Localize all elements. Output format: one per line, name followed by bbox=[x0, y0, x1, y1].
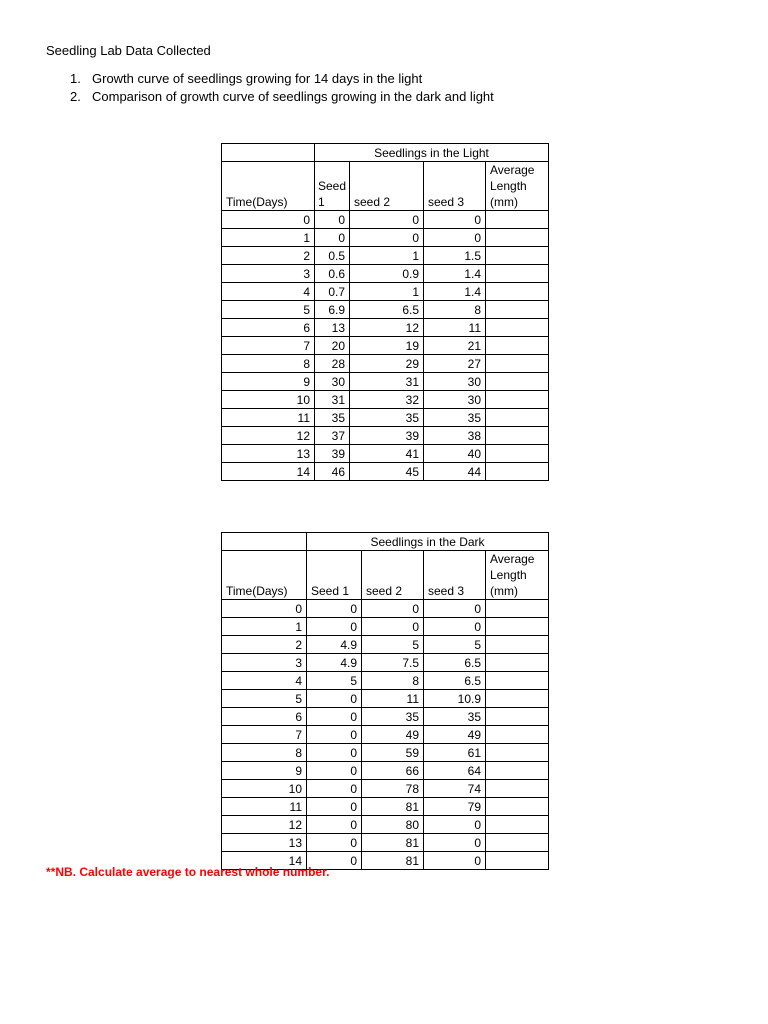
table-cell: 0 bbox=[315, 211, 350, 229]
table-cell: 11 bbox=[222, 798, 307, 816]
table-cell: 2 bbox=[222, 247, 315, 265]
table-cell bbox=[486, 463, 549, 481]
table-cell: 28 bbox=[315, 355, 350, 373]
objective-number: 2. bbox=[70, 89, 81, 104]
table-cell: 3 bbox=[222, 265, 315, 283]
table-cell: 4 bbox=[222, 283, 315, 301]
objective-text: Growth curve of seedlings growing for 14 days in the light bbox=[92, 71, 423, 86]
table-cell: 0.5 bbox=[315, 247, 350, 265]
table-cell: 5 bbox=[222, 301, 315, 319]
table-cell: 3 bbox=[222, 654, 307, 672]
table-row bbox=[222, 690, 549, 708]
table-cell: 9 bbox=[222, 762, 307, 780]
table-cell: 0 bbox=[307, 744, 362, 762]
table-row bbox=[222, 762, 549, 780]
table-cell bbox=[486, 373, 549, 391]
table-cell: 39 bbox=[315, 445, 350, 463]
table-cell bbox=[486, 618, 549, 636]
table-cell: 0 bbox=[424, 229, 486, 247]
table-cell: 0 bbox=[307, 798, 362, 816]
table-cell: 29 bbox=[350, 355, 424, 373]
table-cell: 0 bbox=[307, 780, 362, 798]
table-row bbox=[222, 744, 549, 762]
table-cell: 37 bbox=[315, 427, 350, 445]
table-cell: 10 bbox=[222, 780, 307, 798]
objectives-list bbox=[70, 70, 494, 106]
table-cell: 7.5 bbox=[362, 654, 424, 672]
table-row bbox=[222, 247, 549, 265]
table-cell: 0 bbox=[307, 600, 362, 618]
table-row bbox=[222, 355, 549, 373]
table-cell: 0 bbox=[424, 816, 486, 834]
table-cell: 13 bbox=[315, 319, 350, 337]
table-row bbox=[222, 319, 549, 337]
table-cell: 12 bbox=[222, 816, 307, 834]
light-table-body bbox=[222, 144, 549, 481]
table-cell: 79 bbox=[424, 798, 486, 816]
objective-item bbox=[70, 70, 494, 88]
table-cell: 35 bbox=[424, 409, 486, 427]
table-cell bbox=[486, 427, 549, 445]
table-cell: 0 bbox=[350, 211, 424, 229]
table-cell bbox=[486, 672, 549, 690]
table-row bbox=[222, 427, 549, 445]
table-cell: 6.5 bbox=[424, 672, 486, 690]
table-row bbox=[222, 337, 549, 355]
table-cell bbox=[486, 798, 549, 816]
table-cell: 12 bbox=[350, 319, 424, 337]
table-cell: 5 bbox=[307, 672, 362, 690]
table-row bbox=[222, 283, 549, 301]
table-cell: 74 bbox=[424, 780, 486, 798]
dark-table-body bbox=[222, 533, 549, 870]
table-cell bbox=[486, 247, 549, 265]
table-cell: 6.5 bbox=[350, 301, 424, 319]
table-cell: 0 bbox=[222, 211, 315, 229]
table-cell: 6.9 bbox=[315, 301, 350, 319]
table-cell: 41 bbox=[350, 445, 424, 463]
table-row bbox=[222, 816, 549, 834]
table-cell bbox=[486, 301, 549, 319]
header-average-length: Average Length (mm) bbox=[486, 551, 549, 600]
table-cell: 81 bbox=[362, 834, 424, 852]
header-seed-3: seed 3 bbox=[424, 551, 486, 600]
table-row bbox=[222, 636, 549, 654]
table-cell bbox=[486, 600, 549, 618]
dark-table bbox=[221, 532, 549, 870]
table-corner-cell bbox=[222, 144, 315, 162]
table-row bbox=[222, 672, 549, 690]
table-cell bbox=[486, 283, 549, 301]
table-cell: 6 bbox=[222, 319, 315, 337]
table-cell: 11 bbox=[424, 319, 486, 337]
table-row bbox=[222, 654, 549, 672]
table-cell: 46 bbox=[315, 463, 350, 481]
table-cell: 19 bbox=[350, 337, 424, 355]
table-cell: 0 bbox=[362, 618, 424, 636]
table-cell: 21 bbox=[424, 337, 486, 355]
table-row bbox=[222, 600, 549, 618]
table-cell: 66 bbox=[362, 762, 424, 780]
table-cell: 0 bbox=[307, 816, 362, 834]
table-cell: 7 bbox=[222, 337, 315, 355]
table-cell: 8 bbox=[424, 301, 486, 319]
table-cell: 10 bbox=[222, 391, 315, 409]
light-table bbox=[221, 143, 549, 481]
table-cell: 1.4 bbox=[424, 283, 486, 301]
table-cell bbox=[486, 834, 549, 852]
table-row bbox=[222, 445, 549, 463]
table-cell bbox=[486, 744, 549, 762]
header-seed-1: Seed 1 bbox=[315, 162, 350, 211]
table-cell: 1 bbox=[222, 618, 307, 636]
table-cell: 1.4 bbox=[424, 265, 486, 283]
table-row bbox=[222, 229, 549, 247]
table-cell bbox=[486, 636, 549, 654]
header-seed-3: seed 3 bbox=[424, 162, 486, 211]
table-row bbox=[222, 726, 549, 744]
table-cell bbox=[486, 229, 549, 247]
table-cell: 0 bbox=[307, 852, 362, 870]
table-cell bbox=[486, 319, 549, 337]
header-time: Time(Days) bbox=[222, 162, 315, 211]
table-cell: 11 bbox=[362, 690, 424, 708]
table-cell: 0 bbox=[307, 618, 362, 636]
table-cell: 8 bbox=[222, 744, 307, 762]
table-cell: 0 bbox=[350, 229, 424, 247]
table-row bbox=[222, 211, 549, 229]
table-cell: 14 bbox=[222, 463, 315, 481]
table-cell: 0 bbox=[424, 618, 486, 636]
table-cell bbox=[486, 762, 549, 780]
table-row bbox=[222, 265, 549, 283]
table-cell bbox=[486, 445, 549, 463]
objective-text: Comparison of growth curve of seedlings growing in the dark and light bbox=[92, 89, 494, 104]
objective-item bbox=[70, 88, 494, 106]
header-seed-2: seed 2 bbox=[350, 162, 424, 211]
table-cell: 6 bbox=[222, 708, 307, 726]
table-cell: 0 bbox=[307, 726, 362, 744]
table-cell: 35 bbox=[362, 708, 424, 726]
table-row bbox=[222, 391, 549, 409]
table-cell bbox=[486, 780, 549, 798]
table-cell: 4 bbox=[222, 672, 307, 690]
table-cell: 44 bbox=[424, 463, 486, 481]
table-row bbox=[222, 834, 549, 852]
table-cell: 27 bbox=[424, 355, 486, 373]
table-cell: 20 bbox=[315, 337, 350, 355]
table-cell: 0.7 bbox=[315, 283, 350, 301]
average-note: **NB. Calculate average to nearest whole number. bbox=[46, 865, 330, 879]
table-cell: 1.5 bbox=[424, 247, 486, 265]
table-cell: 45 bbox=[350, 463, 424, 481]
table-header-row bbox=[222, 551, 549, 600]
table-cell: 30 bbox=[315, 373, 350, 391]
table-cell: 80 bbox=[362, 816, 424, 834]
table-cell: 30 bbox=[424, 391, 486, 409]
table-cell: 61 bbox=[424, 744, 486, 762]
table-cell bbox=[486, 391, 549, 409]
table-row bbox=[222, 463, 549, 481]
table-cell: 81 bbox=[362, 798, 424, 816]
table-row bbox=[222, 409, 549, 427]
table-row bbox=[222, 301, 549, 319]
table-title: Seedlings in the Dark bbox=[307, 533, 549, 551]
header-average-length: Average Length (mm) bbox=[486, 162, 549, 211]
table-cell: 38 bbox=[424, 427, 486, 445]
table-cell bbox=[486, 816, 549, 834]
table-cell bbox=[486, 265, 549, 283]
table-cell: 13 bbox=[222, 834, 307, 852]
table-cell: 12 bbox=[222, 427, 315, 445]
table-cell: 35 bbox=[315, 409, 350, 427]
table-cell: 0 bbox=[424, 211, 486, 229]
objective-number: 1. bbox=[70, 71, 81, 86]
table-cell: 11 bbox=[222, 409, 315, 427]
table-cell: 0 bbox=[307, 708, 362, 726]
table-cell: 5 bbox=[362, 636, 424, 654]
table-cell: 32 bbox=[350, 391, 424, 409]
table-cell: 4.9 bbox=[307, 654, 362, 672]
table-cell: 39 bbox=[350, 427, 424, 445]
table-cell: 0 bbox=[315, 229, 350, 247]
table-cell bbox=[486, 355, 549, 373]
table-cell: 0 bbox=[307, 762, 362, 780]
table-cell: 9 bbox=[222, 373, 315, 391]
table-cell: 30 bbox=[424, 373, 486, 391]
header-seed-1: Seed 1 bbox=[307, 551, 362, 600]
table-cell: 8 bbox=[362, 672, 424, 690]
table-cell: 0 bbox=[307, 690, 362, 708]
table-cell: 0 bbox=[307, 834, 362, 852]
table-cell bbox=[486, 654, 549, 672]
table-cell: 8 bbox=[222, 355, 315, 373]
table-cell: 7 bbox=[222, 726, 307, 744]
table-cell: 1 bbox=[222, 229, 315, 247]
table-cell: 49 bbox=[362, 726, 424, 744]
table-title-row bbox=[222, 533, 549, 551]
table-cell: 0.9 bbox=[350, 265, 424, 283]
table-cell: 0 bbox=[424, 852, 486, 870]
table-cell: 64 bbox=[424, 762, 486, 780]
table-row bbox=[222, 780, 549, 798]
table-cell: 78 bbox=[362, 780, 424, 798]
table-cell: 5 bbox=[424, 636, 486, 654]
table-row bbox=[222, 618, 549, 636]
table-cell: 6.5 bbox=[424, 654, 486, 672]
table-cell: 35 bbox=[424, 708, 486, 726]
table-cell bbox=[486, 852, 549, 870]
table-cell: 31 bbox=[350, 373, 424, 391]
header-seed-2: seed 2 bbox=[362, 551, 424, 600]
table-header-row bbox=[222, 162, 549, 211]
table-cell: 0 bbox=[222, 600, 307, 618]
document-title: Seedling Lab Data Collected bbox=[46, 43, 211, 58]
table-row bbox=[222, 708, 549, 726]
table-row bbox=[222, 798, 549, 816]
table-cell: 0.6 bbox=[315, 265, 350, 283]
table-cell: 35 bbox=[350, 409, 424, 427]
table-row bbox=[222, 373, 549, 391]
table-cell: 14 bbox=[222, 852, 307, 870]
table-cell bbox=[486, 708, 549, 726]
table-cell: 2 bbox=[222, 636, 307, 654]
table-cell: 1 bbox=[350, 283, 424, 301]
table-corner-cell bbox=[222, 533, 307, 551]
table-cell bbox=[486, 726, 549, 744]
table-cell bbox=[486, 211, 549, 229]
header-time: Time(Days) bbox=[222, 551, 307, 600]
table-cell: 4.9 bbox=[307, 636, 362, 654]
table-cell: 0 bbox=[362, 600, 424, 618]
table-cell: 40 bbox=[424, 445, 486, 463]
table-cell: 10.9 bbox=[424, 690, 486, 708]
table-cell: 5 bbox=[222, 690, 307, 708]
table-cell: 31 bbox=[315, 391, 350, 409]
table-cell: 13 bbox=[222, 445, 315, 463]
table-cell: 49 bbox=[424, 726, 486, 744]
table-cell: 59 bbox=[362, 744, 424, 762]
table-cell bbox=[486, 409, 549, 427]
table-cell: 0 bbox=[424, 834, 486, 852]
table-cell: 81 bbox=[362, 852, 424, 870]
table-title: Seedlings in the Light bbox=[315, 144, 549, 162]
table-title-row bbox=[222, 144, 549, 162]
table-cell bbox=[486, 690, 549, 708]
table-cell: 1 bbox=[350, 247, 424, 265]
table-cell: 0 bbox=[424, 600, 486, 618]
table-cell bbox=[486, 337, 549, 355]
